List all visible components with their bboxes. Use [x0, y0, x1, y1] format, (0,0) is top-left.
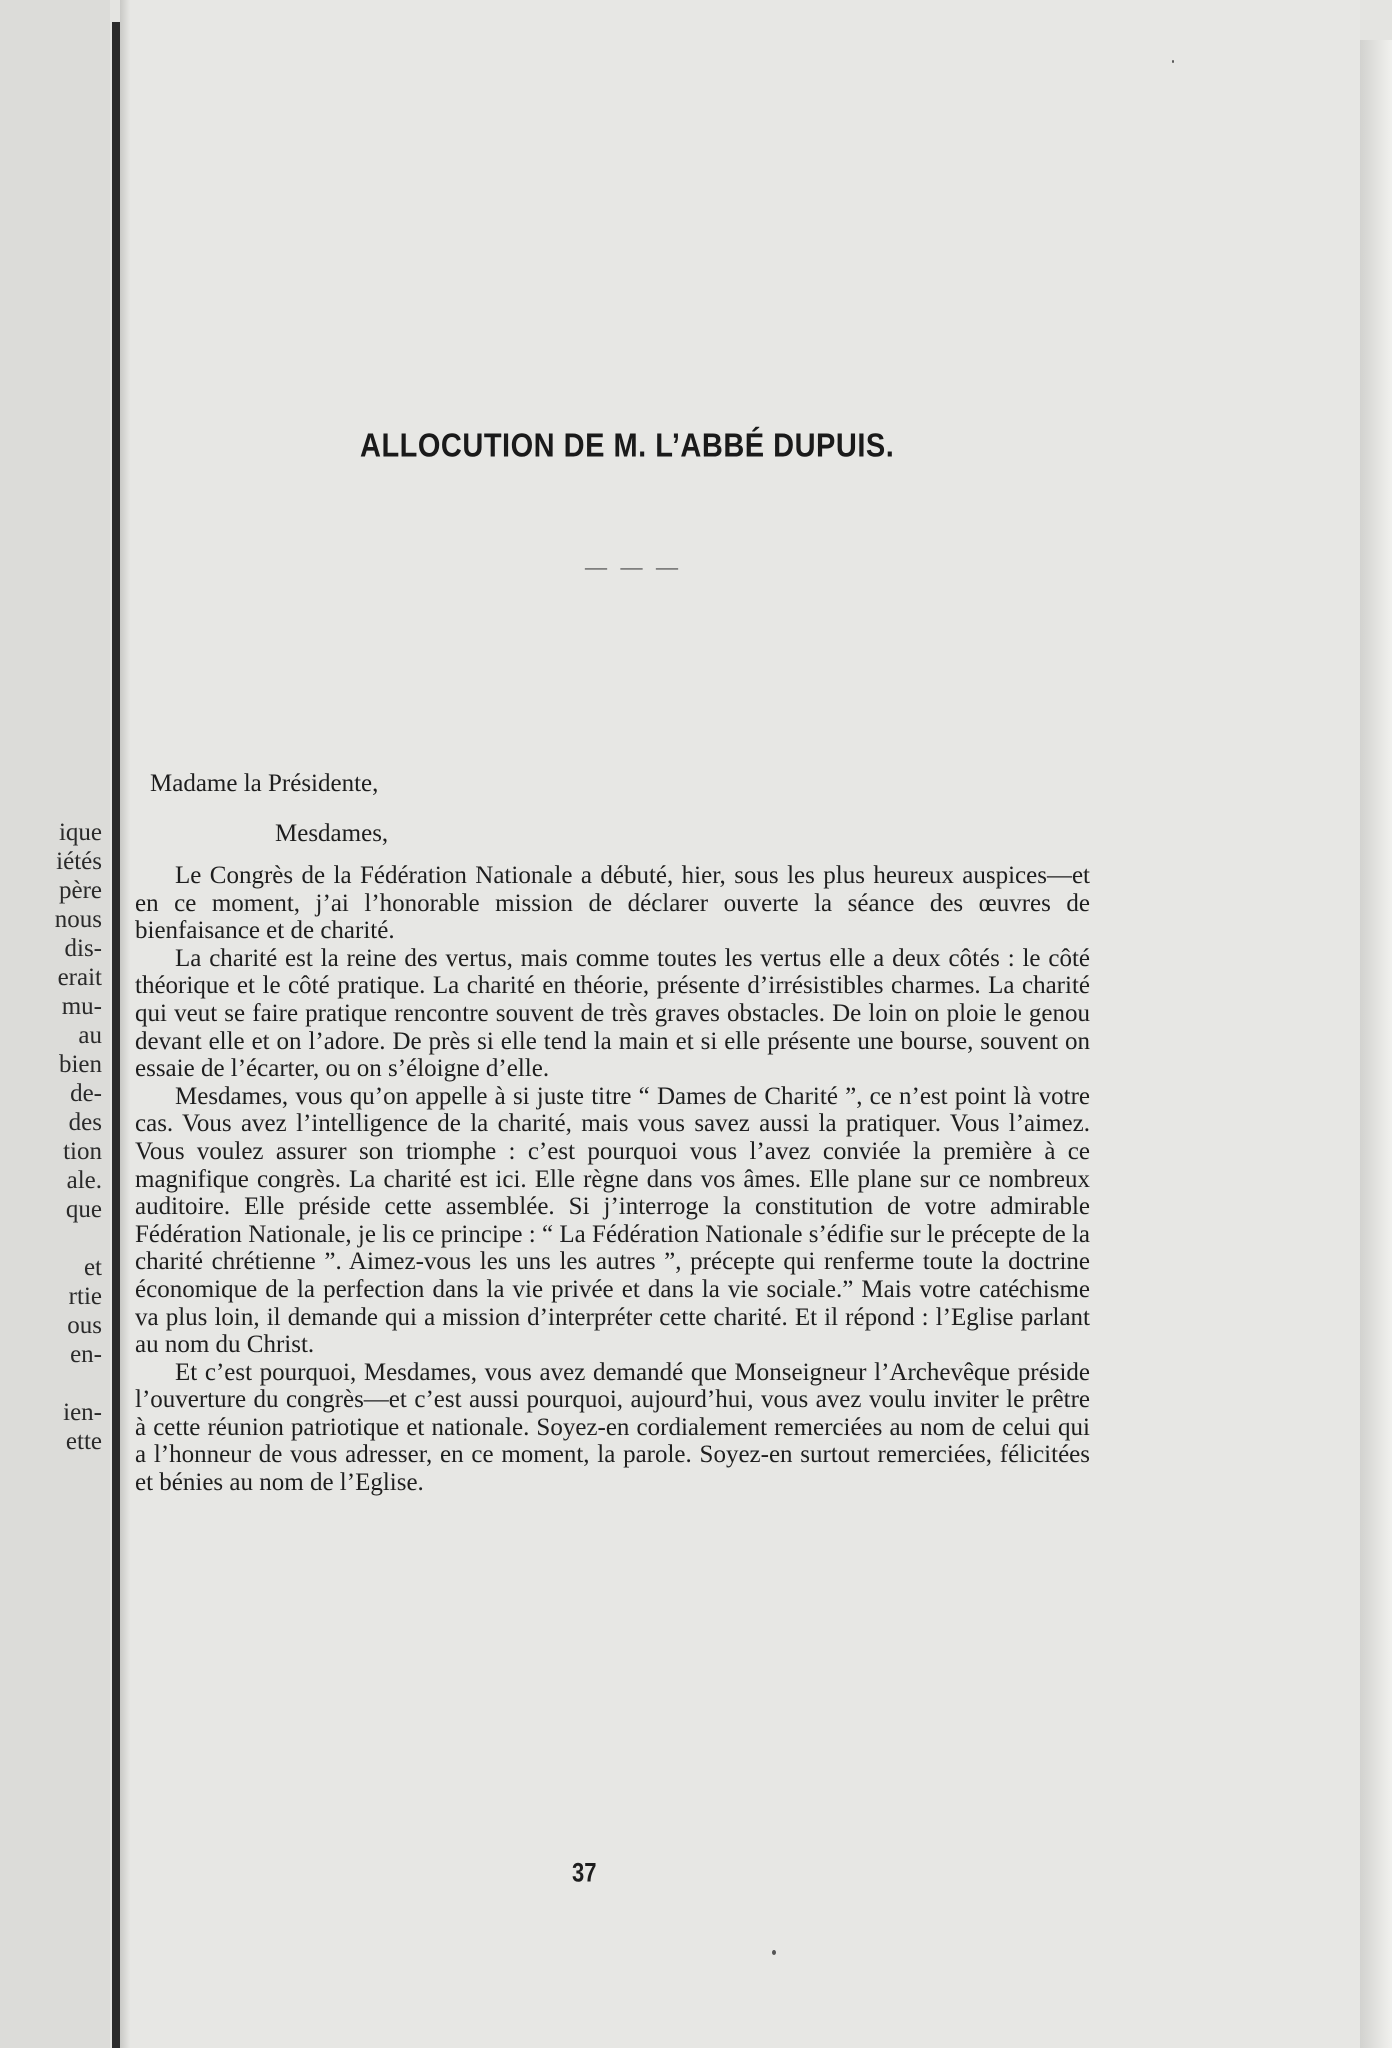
page-title: ALLOCUTION DE M. L’ABBÉ DUPUIS.	[360, 427, 895, 465]
page-edge	[1360, 40, 1392, 2048]
facing-page-fragment: ette	[65, 1428, 102, 1455]
facing-page-fragment: erait	[57, 964, 102, 991]
facing-page-fragment: ous	[67, 1312, 102, 1339]
facing-page-fragment: père	[58, 877, 102, 904]
facing-page-fragment: ale.	[66, 1167, 102, 1194]
title-separator: — — —	[585, 554, 682, 579]
paragraph: La charité est la reine des vertus, mais comme toutes les vertus elle a deux côtés : le côté théorique et le côté pratique. La charité en théorie, présente d’irrésistibles charmes. La charité qui veut se faire pratique rencontre souvent de très graves obstacles. De loin on ploie le genou devant elle et on l’adore. De près si elle tend la main et si elle présente une bourse, souvent on essaie de l’écarter, ou on s’éloigne d’elle.	[135, 944, 1090, 1083]
facing-page-fragment: au	[78, 1022, 102, 1049]
print-speck	[1172, 60, 1174, 63]
facing-page	[0, 0, 110, 2048]
salutation: Madame la Présidente,	[150, 770, 379, 797]
print-speck	[772, 1950, 776, 1955]
facing-page-fragment: en-	[70, 1341, 102, 1368]
page-number: 37	[572, 1857, 597, 1888]
gutter-shadow	[120, 0, 130, 2048]
paragraph: Mesdames, vous qu’on appelle à si juste titre “ Dames de Charité ”, ce n’est point là votre cas. Vous avez l’intelligence de la charité, mais vous savez aussi la pratiquer. Vous l’aimez. Vous voulez assurer son triomphe : c’est pourquoi vous l’avez conviée la première à ce magnifique congrès. La charité est ici. Elle règne dans vos âmes. Elle plane sur ce nombreux auditoire. Elle préside cette assemblée. Si j’interroge la constitution de votre admirable Fédération Nationale, je lis ce principe : “ La Fédération Nationale s’édifie sur le précepte de la charité chrétienne ”. Aimez-vous les uns les autres ”, précepte qui renferme toute la doctrine économique de la perfection dans la vie privée et dans la vie sociale.” Mais votre catéchisme va plus loin, il demande qui a mission d’interpréter cette charité. Et il répond : l’Eglise parlant au nom du Christ.	[135, 1082, 1090, 1359]
salutation-secondary: Mesdames,	[275, 820, 389, 847]
facing-page-text	[55, 818, 102, 1456]
facing-page-fragment: ien-	[63, 1399, 102, 1426]
paragraph: Et c’est pourquoi, Mesdames, vous avez demandé que Monseigneur l’Archevêque préside l’ouverture du congrès—et c’est aussi pourquoi, aujourd’hui, vous avez voulu inviter le prêtre à cette réunion patriotique et nationale. Soyez-en cordialement remerciées au nom de celui qui a l’honneur de vous adresser, en ce moment, la parole. Soyez-en surtout remerciées, félicitées et bénies au nom de l’Eglise.	[135, 1358, 1090, 1497]
facing-page-fragment: que	[65, 1196, 102, 1223]
facing-page-fragment: des	[68, 1109, 102, 1136]
facing-page-fragment: mu-	[61, 993, 102, 1020]
book-page	[130, 0, 1360, 2048]
facing-page-fragment	[55, 1224, 102, 1253]
facing-page-fragment: nous	[54, 906, 102, 933]
facing-page-fragment: de-	[70, 1080, 102, 1107]
book-gutter	[112, 22, 120, 2048]
facing-page-fragment: ique	[58, 819, 102, 846]
facing-page-fragment: et	[83, 1254, 102, 1281]
facing-page-fragment	[55, 1369, 102, 1398]
facing-page-fragment: tion	[63, 1138, 102, 1165]
body-text	[135, 862, 1090, 1497]
paragraph: Le Congrès de la Fédération Nationale a débuté, hier, sous les plus heureux auspices—et en ce moment, j’ai l’honorable mission de déclarer ouverte la séance des œuvres de bienfaisance et de charité.	[135, 862, 1090, 945]
facing-page-fragment: iétés	[56, 848, 102, 875]
facing-page-fragment: rtie	[68, 1283, 102, 1310]
facing-page-fragment: bien	[58, 1051, 102, 1078]
facing-page-fragment: dis-	[64, 935, 102, 962]
